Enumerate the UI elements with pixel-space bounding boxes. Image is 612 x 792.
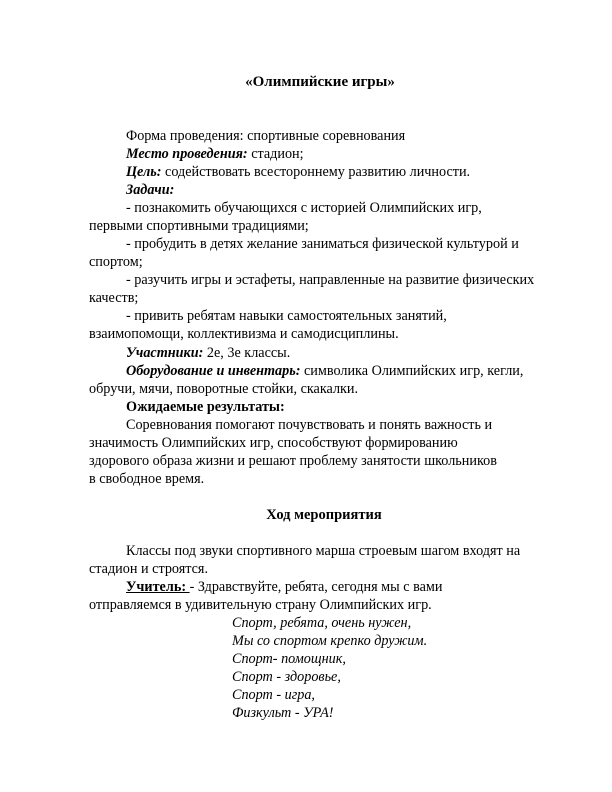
equipment-line [126, 362, 523, 380]
poem-line: Спорт, ребята, очень нужен, [232, 615, 412, 631]
task-line: первыми спортивными традициями; [89, 218, 309, 234]
task-line: качеств; [89, 290, 139, 306]
results-line: здорового образа жизни и решают проблему занятости школьников [89, 453, 497, 469]
task-line: - пробудить в детях желание заниматься физической культурой и [126, 236, 519, 252]
task-line: - привить ребятам навыки самостоятельных занятий, [126, 308, 447, 324]
participants-line [126, 344, 290, 362]
place-value: стадион; [247, 146, 304, 162]
teacher-line [126, 578, 442, 596]
teacher-line-2: отправляемся в удивительную страну Олимпийских игр. [89, 597, 432, 613]
poem-line: Спорт - здоровье, [232, 669, 341, 685]
teacher-label: Учитель: [126, 579, 190, 595]
participants-value: 2е, 3е классы. [203, 345, 291, 361]
equipment-line-2: обручи, мячи, поворотные стойки, скакалки. [89, 381, 359, 397]
equipment-value: символика Олимпийских игр, кегли, [300, 363, 524, 379]
task-line: взаимопомощи, коллективизма и самодисциплины. [89, 326, 399, 342]
form-line: Форма проведения: спортивные соревнования [126, 128, 406, 144]
teacher-text: - Здравствуйте, ребята, сегодня мы с вами [189, 579, 443, 595]
task-line: - познакомить обучающихся с историей Олимпийских игр, [126, 200, 482, 216]
poem-line: Мы со спортом крепко дружим. [232, 633, 428, 649]
page-title: «Олимпийские игры» [245, 74, 395, 90]
goal-label: Цель: [126, 164, 162, 180]
task-line: спортом; [89, 254, 143, 270]
poem-line: Спорт - игра, [232, 687, 315, 703]
tasks-label: Задачи: [126, 182, 175, 198]
section-heading: Ход мероприятия [266, 507, 382, 523]
results-line: в свободное время. [89, 471, 205, 487]
results-line: значимость Олимпийских игр, способствуют формированию [89, 435, 458, 451]
goal-value: содействовать всестороннему развитию личности. [161, 164, 471, 180]
place-line [126, 145, 304, 163]
results-line: Соревнования помогают почувствовать и понять важность и [126, 417, 493, 433]
poem-line: Спорт- помощник, [232, 651, 346, 667]
participants-label: Участники: [126, 345, 204, 361]
poem-line: Физкульт - УРА! [232, 705, 334, 721]
place-label: Место проведения: [126, 146, 248, 162]
goal-line [126, 163, 470, 181]
intro-line: стадион и строятся. [89, 561, 209, 577]
intro-line: Классы под звуки спортивного марша строевым шагом входят на [126, 543, 521, 559]
task-line: - разучить игры и эстафеты, направленные на развитие физических [126, 272, 535, 288]
results-label: Ожидаемые результаты: [126, 399, 285, 415]
equipment-label: Оборудование и инвентарь: [126, 363, 301, 379]
